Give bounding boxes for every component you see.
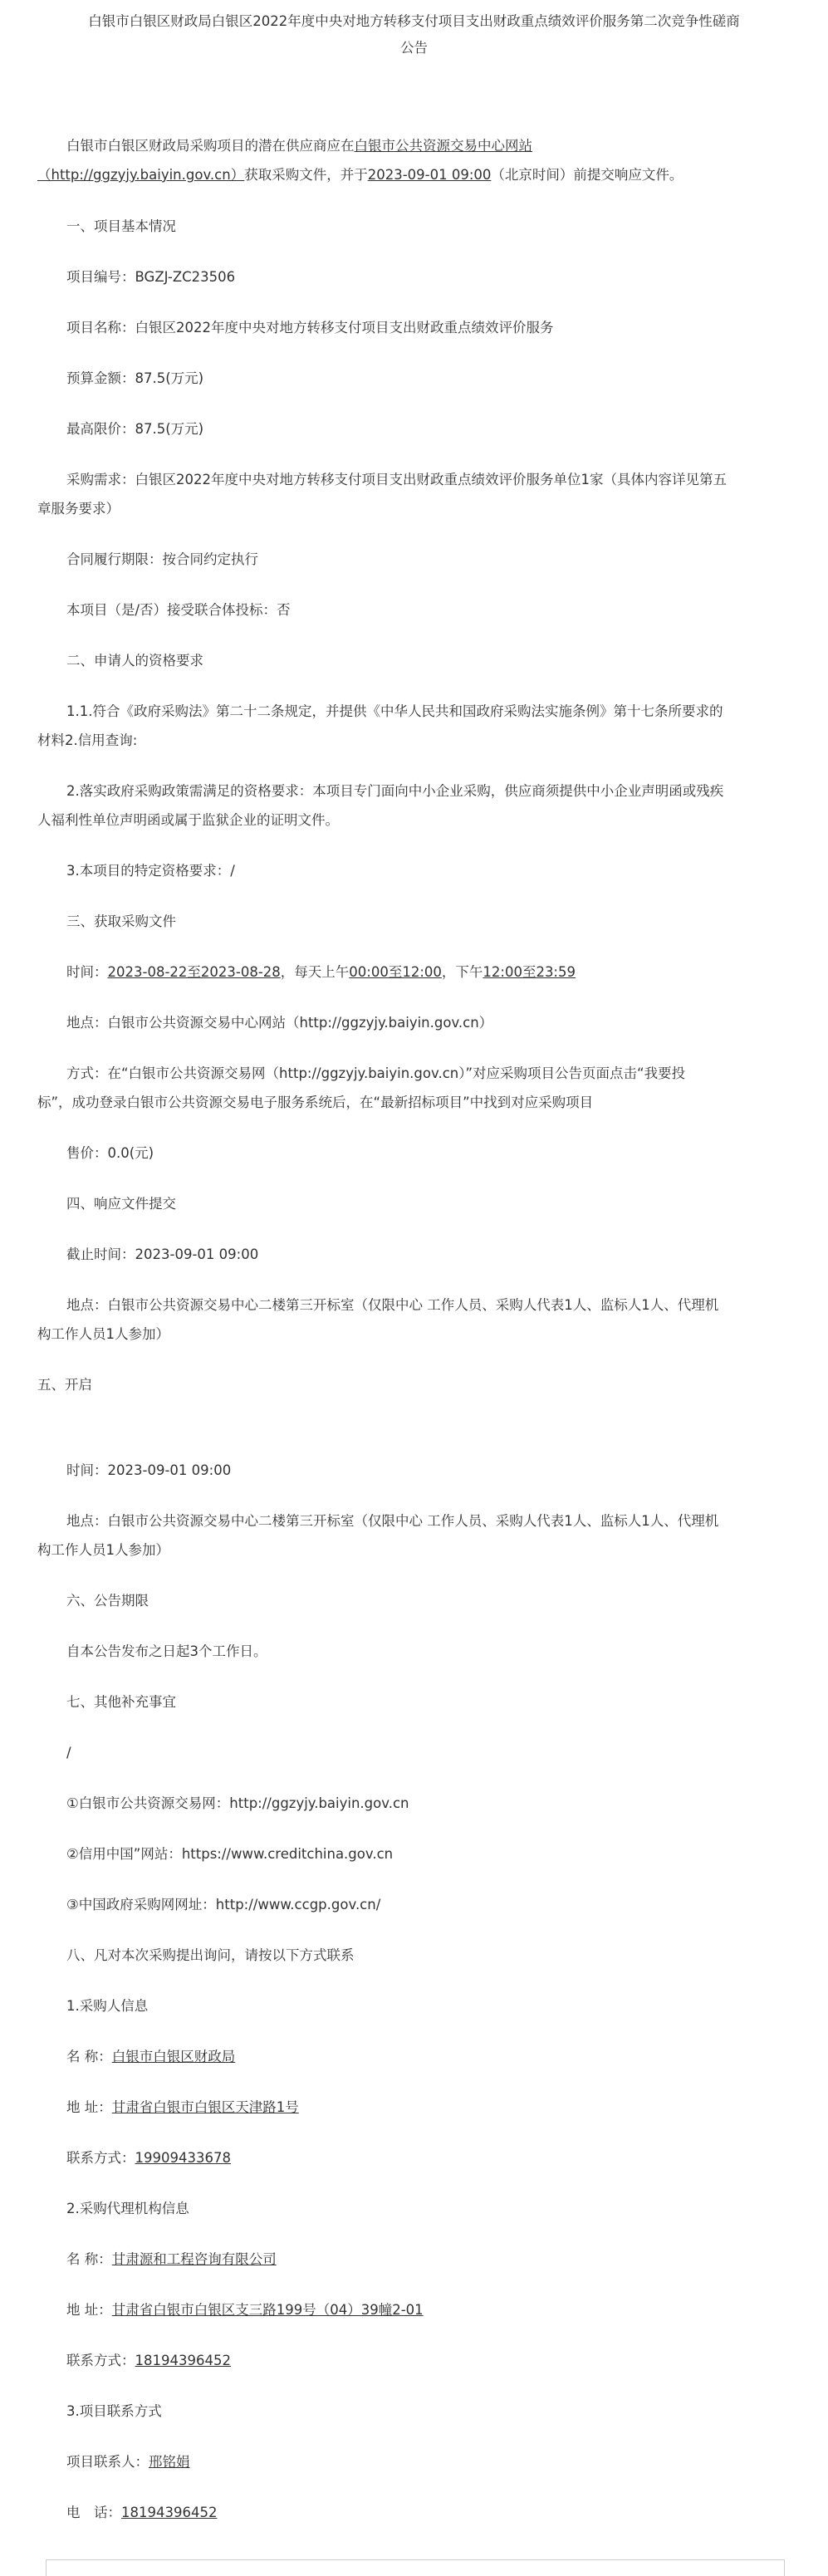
section7-heading: 七、其他补充事宜 xyxy=(66,1694,176,1710)
section2-heading: 二、申请人的资格要求 xyxy=(66,653,203,668)
contract-period: 合同履行期限：按合同约定执行 xyxy=(66,551,258,567)
project-number: 项目编号：BGZJ-ZC23506 xyxy=(66,269,236,285)
page-title xyxy=(33,8,795,61)
section1-heading: 一、项目基本情况 xyxy=(66,218,176,234)
project-contact-heading: 3.项目联系方式 xyxy=(66,2403,162,2419)
notice-period: 自本公告发布之日起3个工作日。 xyxy=(66,1643,267,1659)
supplement-slash: / xyxy=(66,1745,71,1761)
agency-address: 地 址：甘肃省白银市白银区支三路199号（04）39幢2-01 xyxy=(66,2302,424,2318)
deadline-date: 2023-09-01 09:00 xyxy=(367,167,492,183)
project-contact-person: 项目联系人：邢铭娟 xyxy=(66,2454,190,2470)
acquisition-method-line2: 标”，成功登录白银市公共资源交易电子服务系统后，在“最新招标项目”中找到对应采购项目 xyxy=(37,1095,594,1110)
document-price: 售价：0.0(元) xyxy=(66,1145,154,1161)
agency-name: 名 称：甘肃源和工程咨询有限公司 xyxy=(66,2251,277,2267)
section5-heading: 五、开启 xyxy=(37,1377,92,1393)
submission-place-line2: 构工作人员1人参加） xyxy=(37,1326,169,1342)
submission-deadline: 截止时间：2023-09-01 09:00 xyxy=(66,1246,259,1262)
project-contact-phone: 电 话：18194396452 xyxy=(66,2505,218,2520)
acquisition-place: 地点：白银市公共资源交易中心网站（http://ggzyjy.baiyin.gov.cn） xyxy=(66,1015,493,1031)
procurement-demand-line1: 采购需求：白银区2022年度中央对地方转移支付项目支出财政重点绩效评价服务单位1家（具体内容详见第五 xyxy=(66,472,727,487)
page-title-line2: 公告 xyxy=(400,40,428,56)
max-price: 最高限价：87.5(万元) xyxy=(66,421,204,437)
website-ccgp: ③中国政府采购网网址：http://www.ccgp.gov.cn/ xyxy=(66,1897,381,1912)
requirement1-line2: 材料2.信用查询: xyxy=(37,732,138,748)
submission-place-line1: 地点：白银市公共资源交易中心二楼第三开标室（仅限中心 工作人员、采购人代表1人、监标人1人、代理机 xyxy=(66,1297,719,1313)
requirement1-line1: 1.1.符合《政府采购法》第二十二条规定，并提供《中华人民共和国政府采购法实施条例》第十七条所要求的 xyxy=(66,703,723,719)
trading-center-link[interactable]: 白银市公共资源交易中心网站 xyxy=(354,138,532,154)
acquisition-method-line1: 方式：在“白银市公共资源交易网（http://ggzyjy.baiyin.gov.cn）”对应采购项目公告页面点击“我要投 xyxy=(66,1065,686,1081)
page-title-line1: 白银市白银区财政局白银区2022年度中央对地方转移支付项目支出财政重点绩效评价服务第二次竞争性磋商 xyxy=(88,13,740,29)
buyer-heading: 1.采购人信息 xyxy=(66,1998,149,2014)
section8-heading: 八、凡对本次采购提出询问，请按以下方式联系 xyxy=(66,1947,355,1963)
opening-place-line2: 构工作人员1人参加） xyxy=(37,1542,169,1558)
buyer-name: 名 称：白银市白银区财政局 xyxy=(66,2049,236,2064)
buyer-address: 地 址：甘肃省白银市白银区天津路1号 xyxy=(66,2099,299,2115)
acquisition-time: 时间：2023-08-22至2023-08-28，每天上午00:00至12:00，下午12:00至23:59 xyxy=(66,964,576,980)
requirement2-line2: 人福利性单位声明函或属于监狱企业的证明文件。 xyxy=(37,812,339,828)
website-creditchina: ②信用中国”网站：https://www.creditchina.gov.cn xyxy=(66,1846,394,1862)
website-baiyin: ①白银市公共资源交易网：http://ggzyjy.baiyin.gov.cn xyxy=(66,1795,409,1811)
intro-line2: （http://ggzyjy.baiyin.gov.cn）获取采购文件，并于2023-09-01 09:00（北京时间）前提交响应文件。 xyxy=(37,167,683,183)
section3-heading: 三、获取采购文件 xyxy=(66,913,176,929)
section6-heading: 六、公告期限 xyxy=(66,1593,149,1609)
agency-heading: 2.采购代理机构信息 xyxy=(66,2201,189,2216)
requirement2-line1: 2.落实政府采购政策需满足的资格要求：本项目专门面向中小企业采购，供应商须提供中小企业声明函或残疾 xyxy=(66,783,724,799)
procurement-demand-line2: 章服务要求） xyxy=(37,501,120,517)
trading-center-url-link[interactable]: （http://ggzyjy.baiyin.gov.cn） xyxy=(37,167,245,183)
agency-contact: 联系方式：18194396452 xyxy=(66,2353,231,2368)
bottom-box-border xyxy=(46,2559,785,2576)
buyer-contact: 联系方式：19909433678 xyxy=(66,2150,231,2166)
consortium-bidding: 本项目（是/否）接受联合体投标：否 xyxy=(66,602,291,618)
section4-heading: 四、响应文件提交 xyxy=(66,1196,176,1212)
intro-line1: 白银市白银区财政局采购项目的潜在供应商应在白银市公共资源交易中心网站 xyxy=(66,138,532,154)
opening-place-line1: 地点：白银市公共资源交易中心二楼第三开标室（仅限中心 工作人员、采购人代表1人、监标人1人、代理机 xyxy=(66,1513,719,1529)
budget-amount: 预算金额：87.5(万元) xyxy=(66,370,204,386)
project-name: 项目名称：白银区2022年度中央对地方转移支付项目支出财政重点绩效评价服务 xyxy=(66,320,554,335)
requirement3: 3.本项目的特定资格要求：/ xyxy=(66,863,235,879)
opening-time: 时间：2023-09-01 09:00 xyxy=(66,1462,232,1478)
